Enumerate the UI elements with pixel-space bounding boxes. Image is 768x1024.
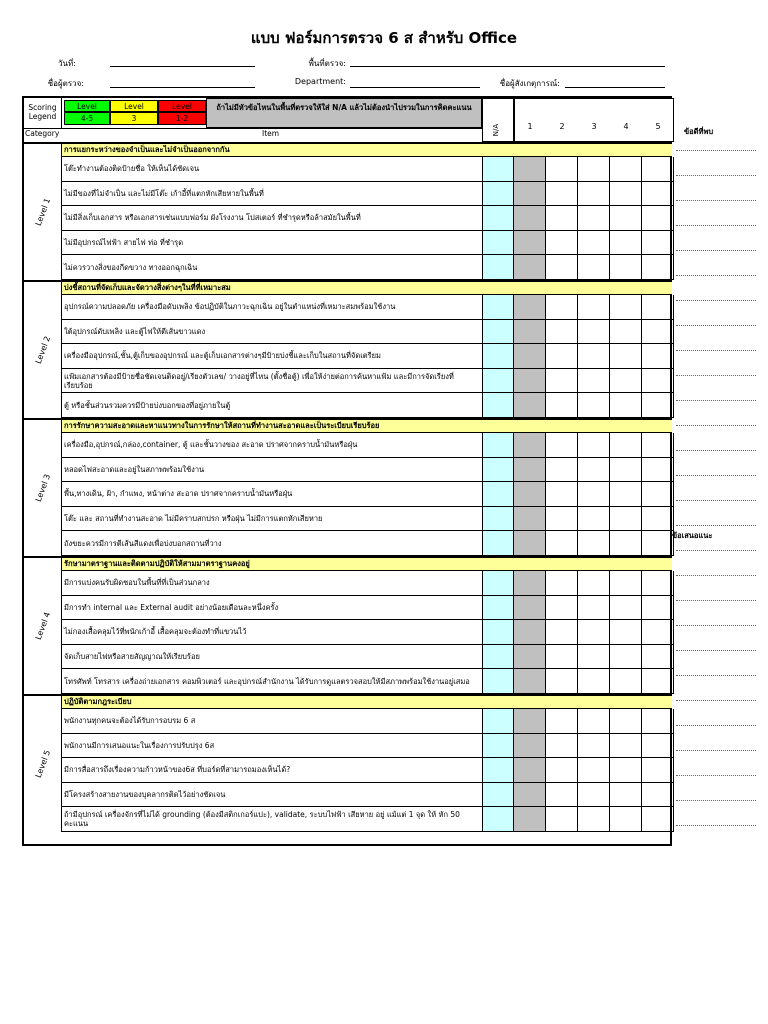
note-line[interactable] (676, 650, 756, 651)
score-row-divider (482, 668, 674, 669)
score-col-3: 3 (591, 122, 597, 131)
checklist-item: จัดเก็บสายไฟหรือสายสัญญาณให้เรียบร้อย (62, 645, 482, 670)
legend-level-high: Level (64, 100, 110, 112)
score-column-3[interactable] (578, 571, 610, 694)
level-label: Level 3 (33, 472, 52, 504)
note-line[interactable] (676, 575, 756, 576)
score-column-4[interactable] (610, 709, 642, 832)
note-line[interactable] (676, 800, 756, 801)
checklist-item: ถ้ามีอุปกรณ์ เครื่องจักรที่ไม่ได้ grounding (ต้องมีสติกเกอร์แปะ), validate, ระบบไฟฟ้า เสียหาย อยู่ แม้แต่ 1 จุด ให้ หัก 50 คะแนน (62, 807, 482, 832)
checklist-item: ถังขยะควรมีการตีเส้นสีแดงเพื่อบ่งบอกสถานที่วาง (62, 531, 482, 556)
score-header (514, 98, 674, 142)
checklist-item: หลอดไฟสะอาดและอยู่ในสภาพพร้อมใช้งาน (62, 458, 482, 483)
note-line[interactable] (676, 450, 756, 451)
score-column-1[interactable] (514, 571, 546, 694)
score-column-5[interactable] (642, 295, 674, 418)
checklist-item: มีโครงสร้างสายงานของบุคลากรติดไว้อย่างชัดเจน (62, 783, 482, 808)
inspector-field[interactable] (110, 87, 255, 88)
category-label: Category (25, 129, 60, 138)
inspector-label: ชื่อผู้ตรวจ: (47, 79, 84, 88)
note-line[interactable] (676, 525, 756, 526)
suggestion-label: ข้อเสนอแนะ (672, 531, 713, 540)
note-line[interactable] (676, 500, 756, 501)
note-line[interactable] (676, 150, 756, 151)
na-column[interactable] (482, 709, 514, 832)
legend-title: Scoring Legend (24, 98, 62, 128)
checklist-item: ใต้อุปกรณ์ดับเพลิง และตู้ไฟให้ตีเส้นขาวแดง (62, 320, 482, 345)
score-column-5[interactable] (642, 571, 674, 694)
score-row-divider (482, 757, 674, 758)
score-row-divider (482, 619, 674, 620)
score-column-1[interactable] (514, 295, 546, 418)
score-row-divider (482, 733, 674, 734)
level-block (24, 418, 62, 556)
scoring-legend (24, 98, 484, 128)
score-row-divider (482, 595, 674, 596)
score-col-1: 1 (527, 122, 533, 131)
score-row-divider (482, 831, 674, 832)
checklist-item: ไม่มีอุปกรณ์ไฟฟ้า สายไฟ ท่อ ที่ชำรุด (62, 231, 482, 256)
note-line[interactable] (676, 325, 756, 326)
note-line[interactable] (676, 275, 756, 276)
observer-field[interactable] (565, 87, 665, 88)
area-field[interactable] (350, 66, 665, 67)
score-column-3[interactable] (578, 157, 610, 280)
score-column-4[interactable] (610, 571, 642, 694)
score-column-2[interactable] (546, 571, 578, 694)
score-row-divider (482, 506, 674, 507)
level-block (24, 556, 62, 694)
score-column-2[interactable] (546, 157, 578, 280)
level-label: Level 1 (33, 196, 52, 228)
score-column-3[interactable] (578, 709, 610, 832)
na-column[interactable] (482, 571, 514, 694)
score-row-divider (482, 782, 674, 783)
score-row-divider (482, 254, 674, 255)
area-label: พื้นที่ตรวจ: (308, 59, 346, 68)
score-row-divider (482, 392, 674, 393)
note-line[interactable] (676, 300, 756, 301)
score-row-divider (482, 530, 674, 531)
legend-range-high: 4-5 (64, 112, 110, 125)
section-heading: ปฏิบัติตามกฎระเบียบ (62, 694, 672, 709)
score-row-divider (482, 181, 674, 182)
note-line[interactable] (676, 675, 756, 676)
score-row-divider (482, 644, 674, 645)
note-line[interactable] (676, 400, 756, 401)
score-col-5: 5 (655, 122, 661, 131)
section-heading: รักษามาตราฐานและติดตามปฏิบัติให้สามมาตราฐานคงอยู่ (62, 556, 672, 571)
note-line[interactable] (676, 475, 756, 476)
observer-label: ชื่อผู้สังเกตุการณ์: (499, 79, 560, 88)
note-line[interactable] (676, 225, 756, 226)
score-row-divider (482, 205, 674, 206)
score-column-3[interactable] (578, 295, 610, 418)
score-column-4[interactable] (610, 433, 642, 556)
note-line[interactable] (676, 375, 756, 376)
note-line[interactable] (676, 600, 756, 601)
score-column-1[interactable] (514, 709, 546, 832)
checklist-item: มีการทำ internal และ External audit อย่างน้อยเดือนละหนึ่งครั้ง (62, 596, 482, 621)
note-line[interactable] (676, 750, 756, 751)
na-column[interactable] (482, 157, 514, 280)
score-row-divider (482, 806, 674, 807)
page-title: แบบ ฟอร์มการตรวจ 6 ส สำหรับ Office (250, 29, 518, 47)
score-row-divider (482, 319, 674, 320)
score-column-1[interactable] (514, 433, 546, 556)
checklist-item: ไม่ควรวางสิ่งของกีดขวาง ทางออกฉุกเฉิน (62, 255, 482, 280)
legend-note: ถ้าไม่มีหัวข้อไหนในพื้นที่ตรวจให้ใส่ N/A แล้วไม่ต้องนำไปรวมในการคิดคะแนน (206, 98, 482, 128)
score-col-2: 2 (559, 122, 565, 131)
legend-range-low: 1-2 (158, 112, 206, 125)
date-label: วันที่: (58, 59, 76, 68)
found-label: ข้อดีที่พบ (684, 127, 714, 136)
score-row-divider (482, 368, 674, 369)
checklist-item: พื้น,ทางเดิน, ฝ้า, กำแพง, หน้าต่าง สะอาด ปราศจากคราบน้ำมันหรือฝุ่น (62, 482, 482, 507)
level-block (24, 694, 62, 832)
checklist-sheet (22, 96, 672, 846)
checklist-item: โทรศัพท์ โทรสาร เครื่องถ่ายเอกสาร คอมพิวเตอร์ และอุปกรณ์สำนักงาน ได้รับการดูแลตรวจสอบให้มีสภาพพร้อมใช้งานอยู่เสมอ (62, 669, 482, 694)
department-field[interactable] (350, 87, 480, 88)
checklist-item: ไม่กองเสื้อคลุมไว้ที่พนักเก้าอี้ เสื้อคลุมจะต้องทำที่แขวนไว้ (62, 620, 482, 645)
checklist-item: โต๊ะ และ สถานที่ทำงานสะอาด ไม่มีคราบสกปรก หรือฝุ่น ไม่มีการแตกหักเสียหาย (62, 507, 482, 532)
score-row-divider (482, 230, 674, 231)
checklist-item: ไม่มีของที่ไม่จำเป็น และไม่มีโต๊ะ เก้าอี้ที่แตกหักเสียหายในพื้นที่ (62, 182, 482, 207)
na-column[interactable] (482, 295, 514, 418)
checklist-item: พนักงานมีการเสนอแนะในเรื่องการปรับปรุง 6ส (62, 734, 482, 759)
score-column-2[interactable] (546, 709, 578, 832)
section-heading: การรักษาความสะอาดและหาแนวทางในการรักษาให้สถานที่ทำงานสะอาดและเป็นระเบียบเรียบร้อย (62, 418, 672, 433)
level-label: Level 4 (33, 610, 52, 642)
note-line[interactable] (676, 425, 756, 426)
section-heading: บ่งชี้สถานที่จัดเก็บและจัดวางสิ่งต่างๆในที่ที่เหมาะสม (62, 280, 672, 295)
score-column-2[interactable] (546, 433, 578, 556)
note-line[interactable] (676, 350, 756, 351)
section-heading: การแยกระหว่างของจำเป็นและไม่จำเป็นออกจากกัน (62, 142, 672, 157)
na-column[interactable] (482, 433, 514, 556)
na-header-label: N/A (492, 123, 501, 137)
note-line[interactable] (676, 825, 756, 826)
score-column-2[interactable] (546, 295, 578, 418)
checklist-item: มีการแบ่งคนรับผิดชอบในพื้นที่ที่เป็นส่วนกลาง (62, 571, 482, 596)
checklist-item: พนักงานทุกคนจะต้องได้รับการอบรม 6 ส (62, 709, 482, 734)
level-label: Level 2 (33, 334, 52, 366)
score-column-1[interactable] (514, 157, 546, 280)
note-line[interactable] (676, 175, 756, 176)
checklist-item: ตู้ หรือชั้นส่วนรวมควรมีป้ายบ่งบอกของที่อยู่ภายในตู้ (62, 393, 482, 418)
score-column-5[interactable] (642, 709, 674, 832)
score-col-4: 4 (623, 122, 629, 131)
score-column-5[interactable] (642, 157, 674, 280)
score-column-4[interactable] (610, 295, 642, 418)
score-column-3[interactable] (578, 433, 610, 556)
level-block (24, 280, 62, 418)
score-row-divider (482, 481, 674, 482)
score-column-5[interactable] (642, 433, 674, 556)
checklist-item: ไม่มีสิ่งเก็บเอกสาร หรือเอกสารเช่นแบบฟอร์ม ผังโรงงาน โปสเตอร์ ที่ชำรุดหรือล้าสมัยในพื้นที่ (62, 206, 482, 231)
level-block (24, 142, 62, 280)
score-row-divider (482, 343, 674, 344)
note-line[interactable] (676, 200, 756, 201)
checklist-item: โต๊ะทำงานต้องติดป้ายชื่อ ให้เห็นได้ชัดเจน (62, 157, 482, 182)
score-row-divider (482, 457, 674, 458)
item-label: Item (262, 129, 280, 138)
checklist-item: เครื่องมือ,อุปกรณ์,กล่อง,container, ตู้ และชั้นวางของ สะอาด ปราศจากคราบน้ำมันหรือฝุ่น (62, 433, 482, 458)
legend-level-mid: Level (110, 100, 158, 112)
department-label: Department: (294, 77, 346, 86)
date-field[interactable] (110, 66, 255, 67)
legend-level-low: Level (158, 100, 206, 112)
checklist-item: แฟ้มเอกสารต้องมีป้ายชื่อชัดเจนติดอยู่/เรียงตัวเลข/ วางอยู่ที่ไหน (ตั้งชื่อตู้) เพื่อให้ง่ายต่อการค้นหาแฟ้ม และมีการจัดเรียงที่เรียบร้อย (62, 369, 482, 394)
note-line[interactable] (676, 550, 756, 551)
note-line[interactable] (676, 725, 756, 726)
checklist-item: อุปกรณ์ความปลอดภัย เครื่องมือดับเพลิง ข้อปฏิบัติในภาวะฉุกเฉิน อยู่ในตำแหน่งที่เหมาะสมพร้อมใช้งาน (62, 295, 482, 320)
note-line[interactable] (676, 700, 756, 701)
level-label: Level 5 (33, 748, 52, 780)
legend-range-mid: 3 (110, 112, 158, 125)
note-line[interactable] (676, 775, 756, 776)
category-header-row (24, 128, 482, 140)
checklist-item: มีการสื่อสารถึงเรื่องความก้าวหน้าของ6ส ที่บอร์ดที่สามารถมองเห็นได้? (62, 758, 482, 783)
note-line[interactable] (676, 625, 756, 626)
score-column-4[interactable] (610, 157, 642, 280)
checklist-item: เครื่องมืออุปกรณ์,ชั้น,ตู้เก็บของอุปกรณ์ และตู้เก็บเอกสารต่างๆมีป้ายบ่งชี้และเก็บในสถานที่จัดเตรียม (62, 344, 482, 369)
note-line[interactable] (676, 250, 756, 251)
